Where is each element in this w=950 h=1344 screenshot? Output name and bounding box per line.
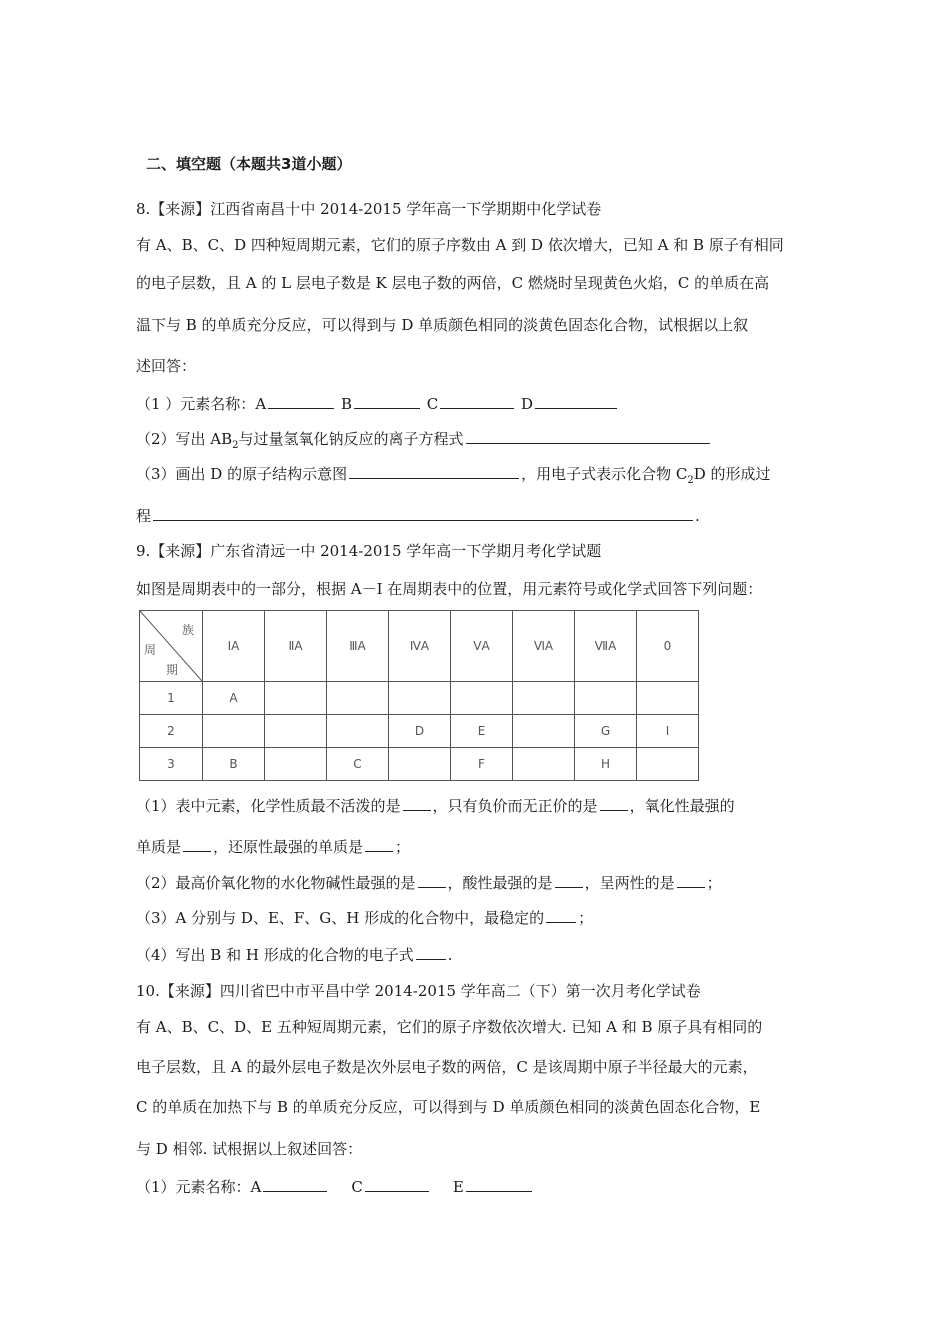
q8-stem-line-2: 的电子层数，且 A 的 L 层电子数是 K 层电子数的两倍，C 燃烧时呈现黄色火焰，C 的单质在高	[136, 274, 770, 292]
group-header: ⅠA	[203, 611, 265, 682]
q9-p3-text-1: （3）A 分别与 D、E、F、G、H 形成的化合物中，最稳定的	[136, 909, 545, 927]
q9-p1b-text-1: 单质是	[136, 838, 182, 856]
q9-part-3	[136, 907, 593, 929]
corner-group-label: 族	[181, 623, 194, 637]
corner-period-label-2: 期	[166, 663, 179, 677]
q8-p3-mid: ，用电子式表示化合物 C	[521, 465, 688, 483]
q10-stem-line-1: 有 A、B、C、D、E 五种短周期元素，它们的原子序数依次增大. 已知 A 和 B 原子具有相同的	[136, 1018, 763, 1036]
q8-p1-blank-a[interactable]	[268, 393, 334, 409]
q8-stem-line-4: 述回答：	[136, 357, 197, 375]
q8-p3-sub: 2	[687, 475, 694, 486]
q10-p1-blank-a[interactable]	[263, 1176, 327, 1192]
period-label: 2	[140, 715, 203, 748]
q9-p2-blank-2[interactable]	[555, 872, 583, 888]
group-header: ⅢA	[327, 611, 389, 682]
element-cell: F	[451, 748, 513, 781]
element-cell	[637, 748, 699, 781]
section-title: 二、填空题（本题共3道小题）	[146, 155, 352, 173]
element-cell	[513, 682, 575, 715]
q9-p1-text-3: ，氧化性最强的	[629, 797, 735, 815]
q8-p1-blank-b[interactable]	[354, 393, 420, 409]
q9-p1b-blank-2[interactable]	[365, 836, 393, 852]
element-cell	[575, 682, 637, 715]
q8-part-3-cont	[136, 505, 700, 527]
element-cell	[203, 715, 265, 748]
q10-p1-prefix: （1）元素名称：	[136, 1178, 251, 1196]
periodic-table-corner	[140, 611, 203, 682]
q8-part-3	[136, 463, 771, 492]
q8-p1-label-b: B	[340, 395, 352, 413]
element-cell	[389, 748, 451, 781]
q8-p3-suffix: D 的形成过	[693, 465, 771, 483]
q8-p1-blank-c[interactable]	[440, 393, 514, 409]
q10-part-1	[136, 1176, 534, 1198]
q8-p1-label-a: A	[255, 395, 267, 413]
q9-stem: 如图是周期表中的一部分，根据 A－I 在周期表中的位置，用元素符号或化学式回答下列问题：	[136, 580, 763, 598]
q10-p1-label-c: C	[351, 1178, 363, 1196]
q8-p1-label-c: C	[426, 395, 439, 413]
period-label: 3	[140, 748, 203, 781]
q10-p1-label-e: E	[452, 1178, 464, 1196]
corner-period-label: 周	[144, 643, 157, 657]
element-cell: G	[575, 715, 637, 748]
q9-p1-blank-2[interactable]	[600, 795, 628, 811]
element-cell	[327, 715, 389, 748]
q10-stem-line-3: C 的单质在加热下与 B 的单质充分反应，可以得到与 D 单质颜色相同的淡黄色固态化合物，E	[136, 1098, 761, 1116]
q9-p2-text-2: ，酸性最强的是	[447, 874, 553, 892]
q8-p2-sub: 2	[232, 440, 239, 451]
q8-p3b-blank[interactable]	[153, 505, 693, 521]
group-header: 0	[637, 611, 699, 682]
group-header: ⅣA	[389, 611, 451, 682]
element-cell	[327, 682, 389, 715]
element-cell: B	[203, 748, 265, 781]
element-cell	[513, 748, 575, 781]
q9-p3-text-2: ；	[578, 909, 594, 927]
q8-p3b-prefix: 程	[136, 507, 152, 525]
element-cell	[265, 715, 327, 748]
q8-stem-line-3: 温下与 B 的单质充分反应，可以得到与 D 单质颜色相同的淡黄色固态化合物，试根据以上叙	[136, 316, 749, 334]
element-cell	[513, 715, 575, 748]
q10-header: 10.【来源】四川省巴中市平昌中学 2014-2015 学年高二（下）第一次月考化学试卷	[136, 982, 701, 1000]
element-cell	[451, 682, 513, 715]
table-row	[140, 748, 699, 781]
group-header: ⅥA	[513, 611, 575, 682]
q9-p4-blank[interactable]	[416, 944, 446, 960]
q8-p3-blank-1[interactable]	[349, 463, 519, 479]
element-cell	[265, 748, 327, 781]
element-cell	[389, 682, 451, 715]
element-cell	[265, 682, 327, 715]
q8-part-2	[136, 428, 712, 457]
element-cell: C	[327, 748, 389, 781]
q8-p2-blank[interactable]	[466, 428, 710, 444]
element-cell: E	[451, 715, 513, 748]
q8-p2-prefix: （2）写出 AB	[136, 430, 233, 448]
q9-p2-text-4: ；	[706, 874, 722, 892]
q9-part-2	[136, 872, 722, 894]
table-row	[140, 682, 699, 715]
q10-stem-line-4: 与 D 相邻. 试根据以上叙述回答：	[136, 1140, 363, 1158]
q9-p2-blank-3[interactable]	[677, 872, 705, 888]
q9-p2-blank-1[interactable]	[418, 872, 446, 888]
q9-p1-text-1: （1）表中元素，化学性质最不活泼的是	[136, 797, 401, 815]
q8-stem-line-1: 有 A、B、C、D 四种短周期元素，它们的原子序数由 A 到 D 依次增大，已知 A 和 B 原子有相同	[136, 236, 784, 254]
element-cell: H	[575, 748, 637, 781]
q8-p3-prefix: （3）画出 D 的原子结构示意图	[136, 465, 348, 483]
q10-stem-line-2: 电子层数，且 A 的最外层电子数是次外层电子数的两倍，C 是该周期中原子半径最大的元素，	[136, 1058, 758, 1076]
q8-part-1	[136, 393, 619, 415]
q9-p1-blank-1[interactable]	[403, 795, 431, 811]
table-row	[140, 715, 699, 748]
group-header: ⅡA	[265, 611, 327, 682]
q9-p1b-text-2: ，还原性最强的单质是	[213, 838, 364, 856]
q9-p2-text-3: ，呈两性的是	[584, 874, 675, 892]
q10-p1-label-a: A	[250, 1178, 262, 1196]
q8-p1-prefix: （1 ）元素名称：	[136, 395, 256, 413]
period-label: 1	[140, 682, 203, 715]
q9-part-1	[136, 795, 735, 817]
q9-p2-text-1: （2）最高价氧化物的水化物碱性最强的是	[136, 874, 416, 892]
q9-p4-text-2: .	[447, 946, 453, 964]
q9-part-4	[136, 944, 453, 966]
q8-p1-label-d: D	[521, 395, 534, 413]
element-cell: I	[637, 715, 699, 748]
element-cell: D	[389, 715, 451, 748]
q9-part-1-cont	[136, 836, 410, 858]
element-cell	[637, 682, 699, 715]
q8-p3b-suffix: .	[695, 507, 700, 525]
q9-header: 9.【来源】广东省清远一中 2014-2015 学年高一下学期月考化学试题	[136, 542, 602, 560]
group-header: ⅤA	[451, 611, 513, 682]
q10-p1-blank-e[interactable]	[466, 1176, 532, 1192]
q8-p2-suffix: 与过量氢氧化钠反应的离子方程式	[238, 430, 464, 448]
q9-p1b-text-3: ；	[395, 838, 411, 856]
q8-p1-blank-d[interactable]	[535, 393, 617, 409]
q9-p4-text-1: （4）写出 B 和 H 形成的化合物的电子式	[136, 946, 414, 964]
q8-header: 8.【来源】江西省南昌十中 2014-2015 学年高一下学期期中化学试卷	[136, 200, 602, 218]
periodic-table	[139, 610, 699, 781]
periodic-table-header-row	[140, 611, 699, 682]
element-cell: A	[203, 682, 265, 715]
q10-p1-blank-c[interactable]	[365, 1176, 429, 1192]
group-header: ⅦA	[575, 611, 637, 682]
q9-p1b-blank-1[interactable]	[183, 836, 211, 852]
q9-p3-blank[interactable]	[546, 907, 576, 923]
q9-p1-text-2: ，只有负价而无正价的是	[432, 797, 598, 815]
